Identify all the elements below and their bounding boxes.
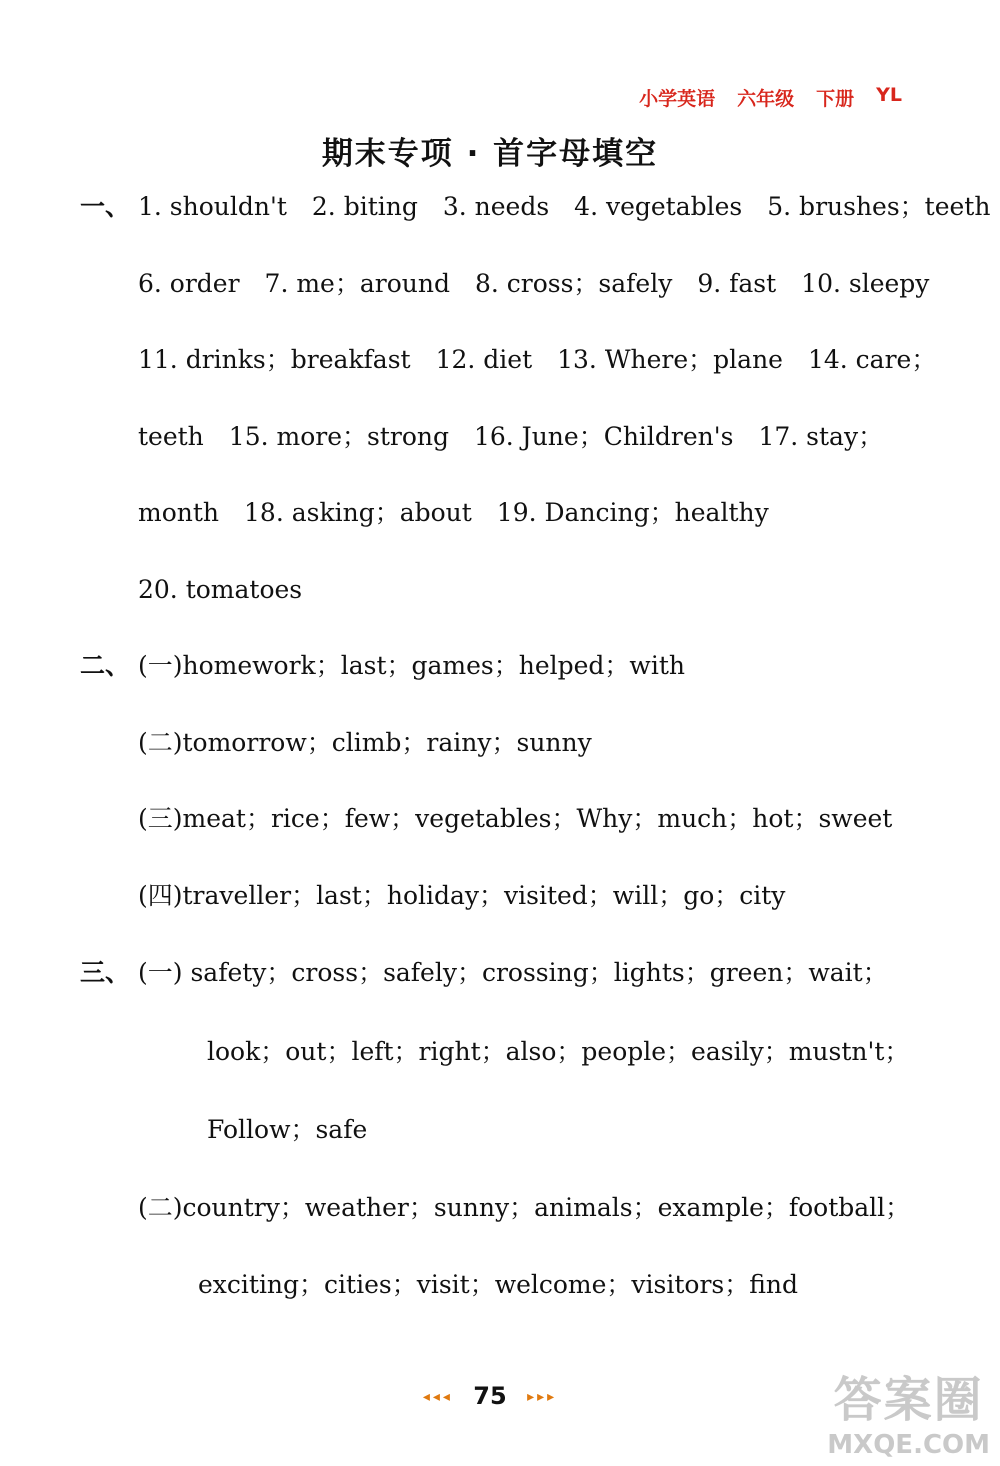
watermark <box>827 1361 990 1460</box>
next-arrows-icon: ▸▸▸ <box>527 1389 558 1405</box>
answer-line-8: (二)tomorrow；climb；rainy；sunny <box>138 728 592 757</box>
answer-line-11: (一) safety；cross；safely；crossing；lights；green；wait； <box>138 958 888 987</box>
header-subject: 小学英语 <box>639 88 716 110</box>
section-three-marker: 三、 <box>80 958 131 987</box>
book-header <box>639 84 902 111</box>
answer-line-1: 1. shouldn't 2. biting 3. needs 4. vegetables 5. brushes；teeth <box>138 192 991 221</box>
page-number: 75 <box>473 1382 507 1410</box>
answer-line-10: (四)traveller；last；holiday；visited；will；go；city <box>138 881 786 910</box>
answer-line-7: (一)homework；last；games；helped；with <box>138 651 685 680</box>
answer-line-2: 6. order 7. me；around 8. cross；safely 9. fast 10. sleepy <box>138 269 930 298</box>
header-edition: YL <box>876 84 902 106</box>
answer-line-14: (二)country；weather；sunny；animals；example；football； <box>138 1193 911 1222</box>
watermark-logo: 答案圈 <box>833 1372 984 1428</box>
answer-line-13: Follow；safe <box>207 1115 368 1144</box>
answer-line-15: exciting；cities；visit；welcome；visitors；find <box>198 1270 799 1299</box>
prev-arrows-icon: ◂◂◂ <box>422 1389 453 1405</box>
section-one-marker: 一、 <box>80 192 131 221</box>
answer-line-5: month 18. asking；about 19. Dancing；healthy <box>138 498 769 527</box>
answer-line-9: (三)meat；rice；few；vegetables；Why；much；hot；sweet <box>138 804 893 833</box>
answer-line-12: look；out；left；right；also；people；easily；mustn't； <box>207 1037 910 1066</box>
answer-line-6: 20. tomatoes <box>138 575 303 604</box>
header-grade: 六年级 <box>737 88 795 110</box>
answer-line-4: teeth 15. more；strong 16. June；Children's 17. stay； <box>138 422 884 451</box>
page-title: 期末专项 · 首字母填空 <box>321 136 659 172</box>
watermark-url: MXQE.COM <box>827 1430 990 1460</box>
header-volume: 下册 <box>816 88 855 110</box>
answer-line-3: 11. drinks；breakfast 12. diet 13. Where；plane 14. care； <box>138 345 937 374</box>
section-two-marker: 二、 <box>80 651 131 680</box>
